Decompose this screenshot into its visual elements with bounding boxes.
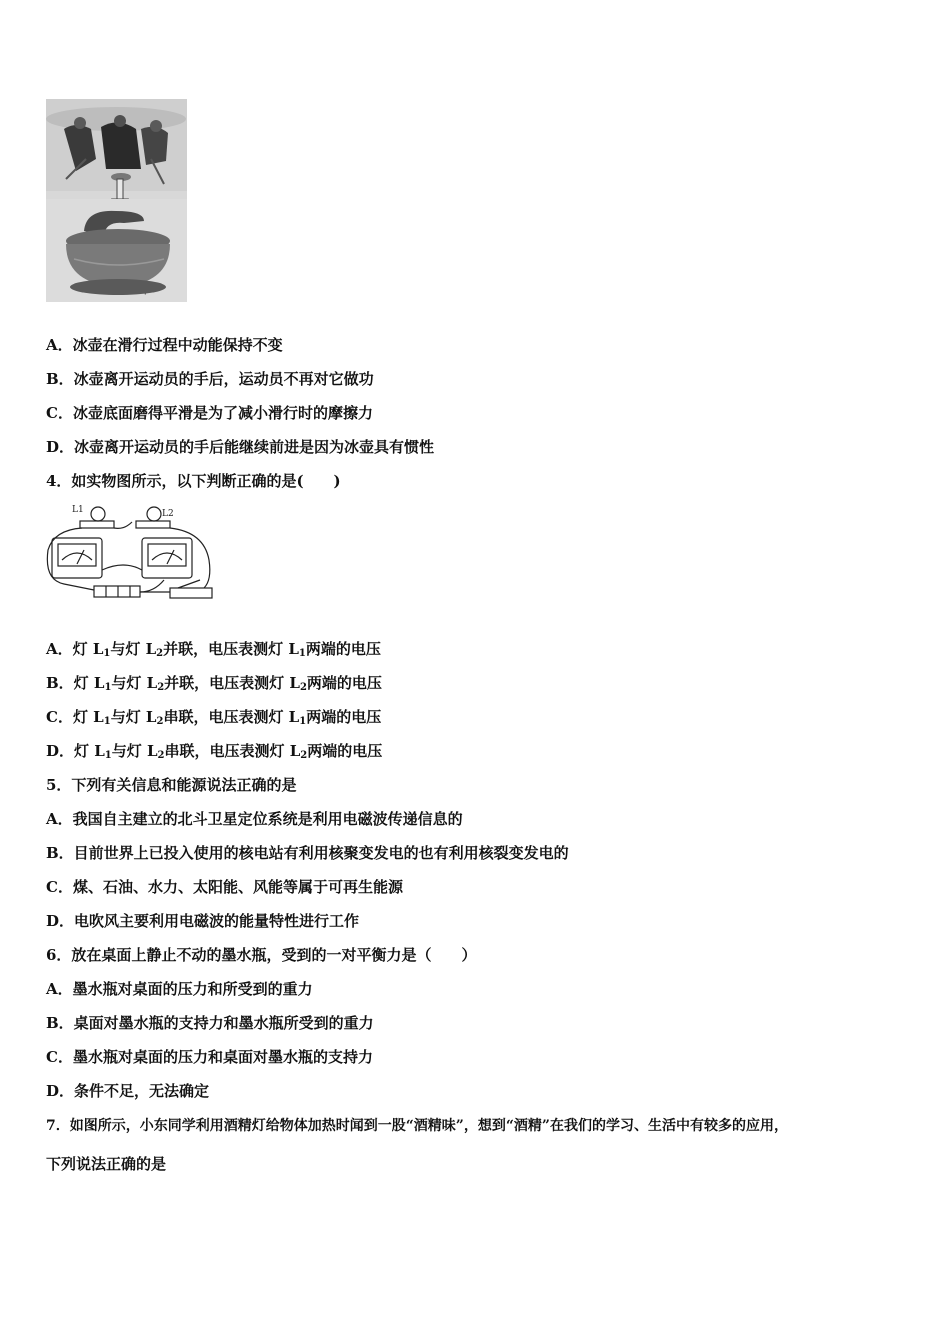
q7-stem-line2: 下列说法正确的是 — [46, 1155, 167, 1173]
q5-option-c: C．煤、石油、水力、太阳能、风能等属于可再生能源 — [46, 878, 403, 896]
q4-option-c: C．灯 $L_1$与灯 $L_2$串联，电压表测灯 $L_1$两端的电压 — [46, 708, 382, 727]
q6-option-a: A．墨水瓶对桌面的压力和所受到的重力 — [46, 980, 313, 998]
circuit-diagram — [44, 500, 222, 606]
q4-option-b: B．灯 $L_1$与灯 $L_2$并联，电压表测灯 $L_2$两端的电压 — [46, 674, 382, 693]
q6-option-b: B．桌面对墨水瓶的支持力和墨水瓶所受到的重力 — [46, 1014, 374, 1032]
q4-stem: 4．如实物图所示，以下判断正确的是( ) — [46, 472, 341, 490]
q3-option-a: A．冰壶在滑行过程中动能保持不变 — [46, 336, 283, 354]
q5-option-b: B．目前世界上已投入使用的核电站有利用核聚变发电的也有利用核裂变发电的 — [46, 844, 569, 862]
q5-stem: 5．下列有关信息和能源说法正确的是 — [46, 776, 297, 794]
q4-option-a: A．灯 $L_1$与灯 $L_2$并联，电压表测灯 $L_1$两端的电压 — [46, 640, 381, 659]
q7-stem-line1: 7．如图所示，小东同学利用酒精灯给物体加热时闻到一股“酒精味”，想到“酒精”在我们的学习、生活中有较多的应用， — [46, 1118, 788, 1134]
q5-option-d: D．电吹风主要利用电磁波的能量特性进行工作 — [46, 912, 360, 930]
q4-option-d: D．灯 $L_1$与灯 $L_2$串联，电压表测灯 $L_2$两端的电压 — [46, 742, 383, 761]
q6-option-d: D．条件不足，无法确定 — [46, 1082, 210, 1100]
q5-option-a: A．我国自主建立的北斗卫星定位系统是利用电磁波传递信息的 — [46, 810, 463, 828]
bulb1-label: L1 — [72, 505, 84, 515]
bulb2-label: L2 — [162, 509, 174, 519]
q6-option-c: C．墨水瓶对桌面的压力和桌面对墨水瓶的支持力 — [46, 1048, 373, 1066]
q6-stem: 6．放在桌面上静止不动的墨水瓶，受到的一对平衡力是（ ） — [46, 946, 477, 964]
curling-photo — [46, 99, 187, 302]
q3-option-d: D．冰壶离开运动员的手后能继续前进是因为冰壶具有惯性 — [46, 438, 435, 456]
q3-option-c: C．冰壶底面磨得平滑是为了减小滑行时的摩擦力 — [46, 404, 373, 422]
svg-text:·: · — [144, 290, 147, 299]
q3-option-b: B．冰壶离开运动员的手后，运动员不再对它做功 — [46, 370, 374, 388]
